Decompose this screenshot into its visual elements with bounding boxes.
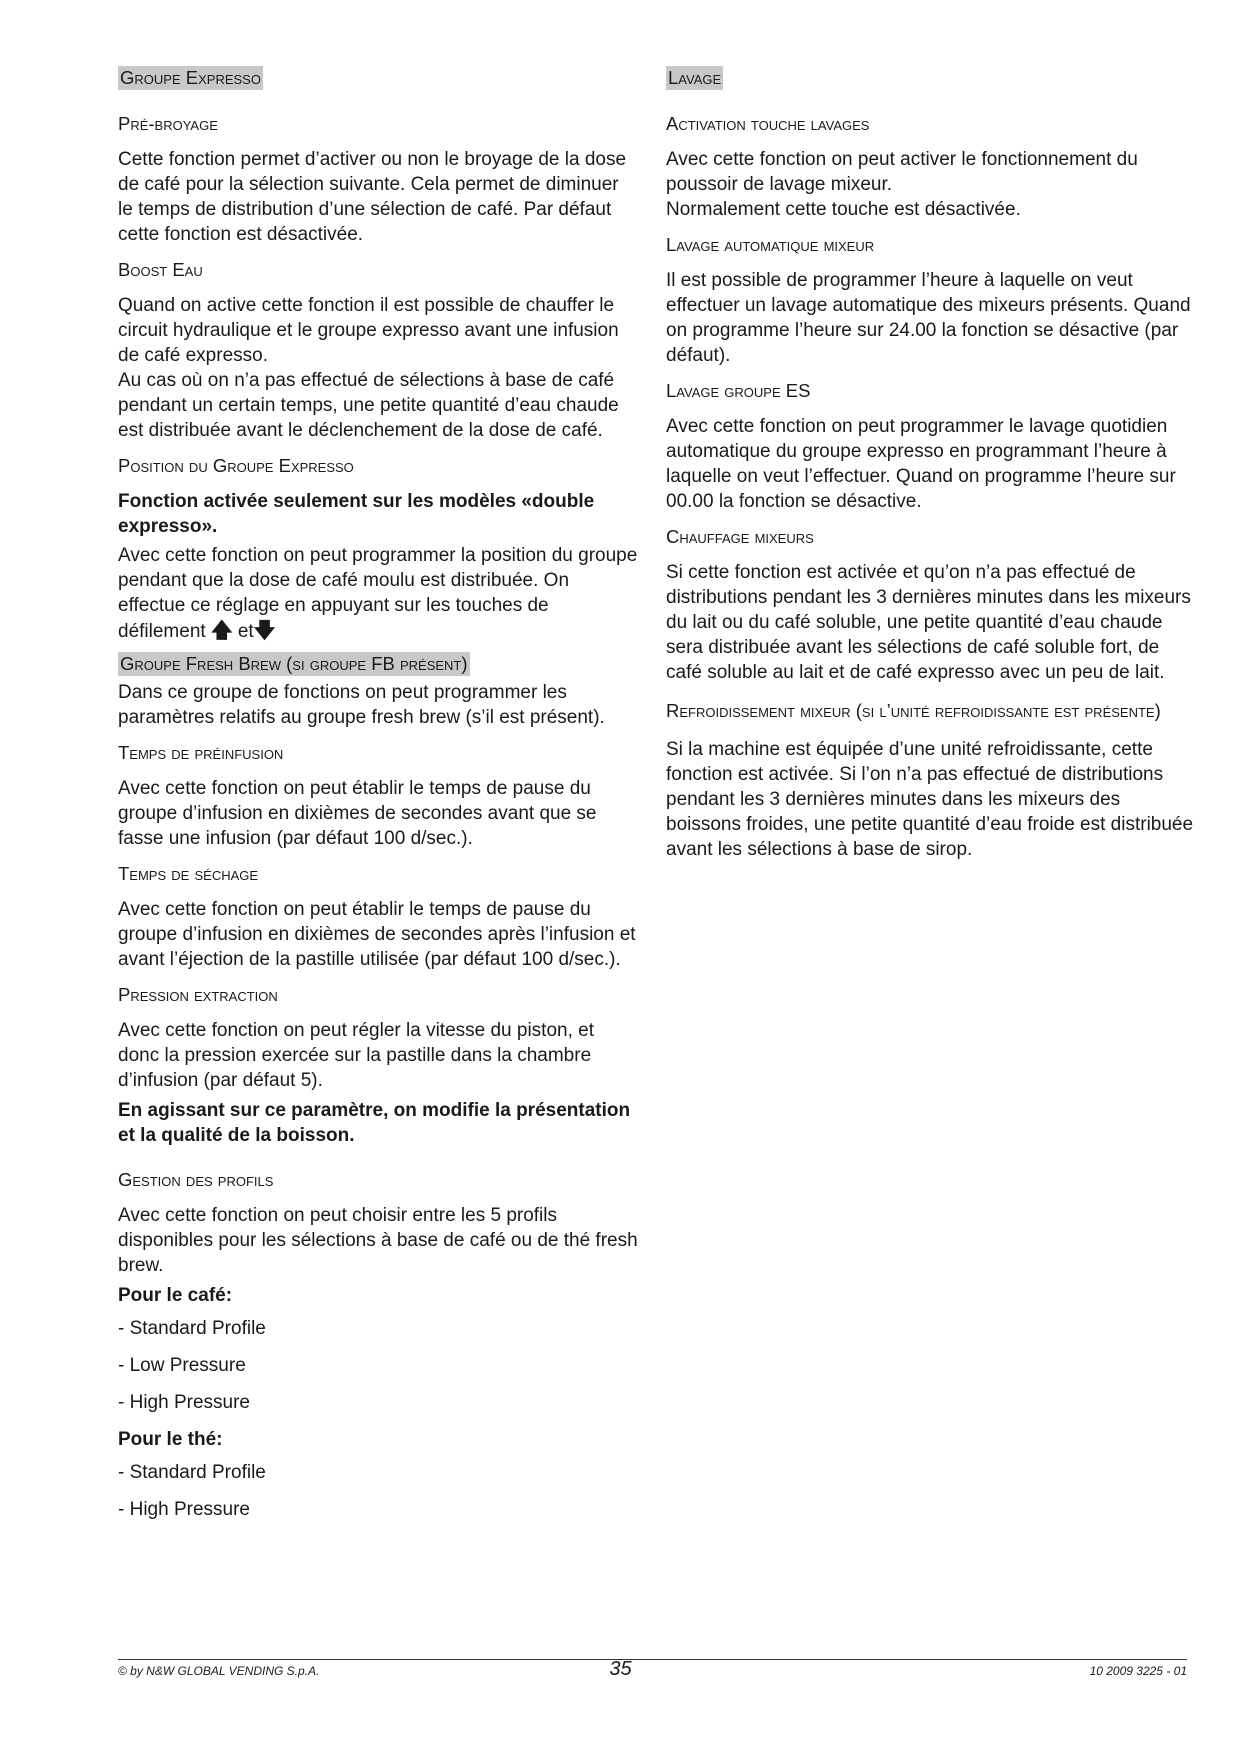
list-item: - Low Pressure [118, 1355, 246, 1376]
right-column [666, 66, 1196, 873]
section-text-activation-2: Normalement cette touche est désactivée. [666, 199, 1021, 220]
section-text-profils: Avec cette fonction on peut choisir entre les 5 profils disponibles pour les sélections à base de café ou de thé fresh brew. [118, 1205, 638, 1276]
section-title-boost-eau: Boost Eau [118, 259, 203, 280]
section-text-boost-eau-1: Quand on active cette fonction il est possible de chauffer le circuit hydraulique et le groupe expresso avant une infusion de café expresso. [118, 295, 619, 366]
section-title-lavage-auto: Lavage automatique mixeur [666, 234, 875, 255]
section-text-sechage: Avec cette fonction on peut établir le temps de pause du groupe d’infusion en dixièmes de secondes après l’infusion et avant l’éjection de la pastille utilisée (par défaut 100 d/sec.). [118, 899, 636, 970]
document-reference: 10 2009 3225 - 01 [1089, 1664, 1187, 1678]
group-title-fresh-brew: Groupe Fresh Brew (si groupe FB présent) [120, 653, 468, 674]
section-title-lavage-es: Lavage groupe ES [666, 380, 811, 401]
section-title-pression: Pression extraction [118, 984, 278, 1005]
coffee-label: Pour le café: [118, 1285, 233, 1306]
section-title-refroidissement: Refroidissement mixeur (si l’unité refroidissante est présente) [666, 700, 1161, 721]
position-groupe-et: et [237, 621, 254, 642]
left-column [118, 66, 638, 1534]
section-text-position-groupe [118, 543, 638, 644]
section-note-position-groupe: Fonction activée seulement sur les modèles «double expresso». [118, 491, 595, 537]
tea-label: Pour le thé: [118, 1429, 223, 1450]
section-text-lavage-auto: Il est possible de programmer l’heure à laquelle on veut effectuer un lavage automatique des mixeurs présents. Quand on programme l’heure sur 24.00 la fonction se désactive (par défaut). [666, 270, 1191, 366]
section-title-profils: Gestion des profils [118, 1169, 274, 1190]
section-note-pression: En agissant sur ce paramètre, on modifie la présentation et la qualité de la boisson. [118, 1100, 631, 1146]
page-number: 35 [609, 1658, 632, 1680]
arrow-up-icon: 🡅 [210, 619, 233, 642]
arrow-down-icon: 🡇 [253, 619, 276, 642]
list-item: - High Pressure [118, 1499, 250, 1520]
list-item: - Standard Profile [118, 1462, 266, 1483]
position-groupe-text: Avec cette fonction on peut programmer la position du groupe pendant que la dose de café moulu est distribuée. On effectue ce réglage en appuyant sur les touches de défilement [118, 545, 638, 642]
group-title-expresso: Groupe Expresso [120, 67, 261, 88]
section-title-preinfusion: Temps de préinfusion [118, 742, 284, 763]
section-text-activation-1: Avec cette fonction on peut activer le fonctionnement du poussoir de lavage mixeur. [666, 149, 1138, 195]
section-text-preinfusion: Avec cette fonction on peut établir le temps de pause du groupe d’infusion en dixièmes de secondes avant que se fasse une infusion (par défaut 100 d/sec.). [118, 778, 597, 849]
footer-copyright: © by N&W GLOBAL VENDING S.p.A. [118, 1664, 320, 1678]
section-title-position-groupe: Position du Groupe Expresso [118, 455, 354, 476]
list-item: - High Pressure [118, 1392, 250, 1413]
section-title-activation-lavages: Activation touche lavages [666, 113, 870, 134]
list-item: - Standard Profile [118, 1318, 266, 1339]
section-title-chauffage: Chauffage mixeurs [666, 526, 814, 547]
section-text-pre-broyage: Cette fonction permet d’activer ou non le broyage de la dose de café pour la sélection suivante. Cela permet de diminuer le temps de distribution d’une sélection de café. Par défaut cette fonction est désactivée. [118, 149, 627, 245]
section-text-boost-eau-2: Au cas où on n’a pas effectué de sélections à base de café pendant un certain temps, une petite quantité d’eau chaude est distribuée avant le déclenchement de la dose de café. [118, 370, 619, 441]
section-text-lavage-es: Avec cette fonction on peut programmer le lavage quotidien automatique du groupe expresso en programmant l’heure à laquelle on veut l’effectuer. Quand on programme l’heure sur 00.00 la fonction se désactive. [666, 416, 1176, 512]
group-text-fresh-brew: Dans ce groupe de fonctions on peut programmer les paramètres relatifs au groupe fresh brew (s’il est présent). [118, 682, 605, 728]
section-text-pression: Avec cette fonction on peut régler la vitesse du piston, et donc la pression exercée sur la pastille dans la chambre d’infusion (par défaut 5). [118, 1020, 594, 1091]
section-title-pre-broyage: Pré-broyage [118, 113, 218, 134]
section-text-chauffage: Si cette fonction est activée et qu’on n’a pas effectué de distributions pendant les 3 dernières minutes dans les mixeurs du lait ou du café soluble, une petite quantité d’eau chaude sera distribuée avant les sélections de café soluble fort, de café soluble au lait et de café expresso avec un peu de lait. [666, 562, 1191, 683]
section-text-refroidissement: Si la machine est équipée d’une unité refroidissante, cette fonction est activée. Si l’on n’a pas effectué de distributions pendant les 3 dernières minutes dans les mixeurs des boissons froides, une petite quantité d’eau froide est distribuée avant les sélections à base de sirop. [666, 739, 1194, 860]
section-title-sechage: Temps de séchage [118, 863, 259, 884]
group-title-lavage: Lavage [668, 67, 722, 88]
